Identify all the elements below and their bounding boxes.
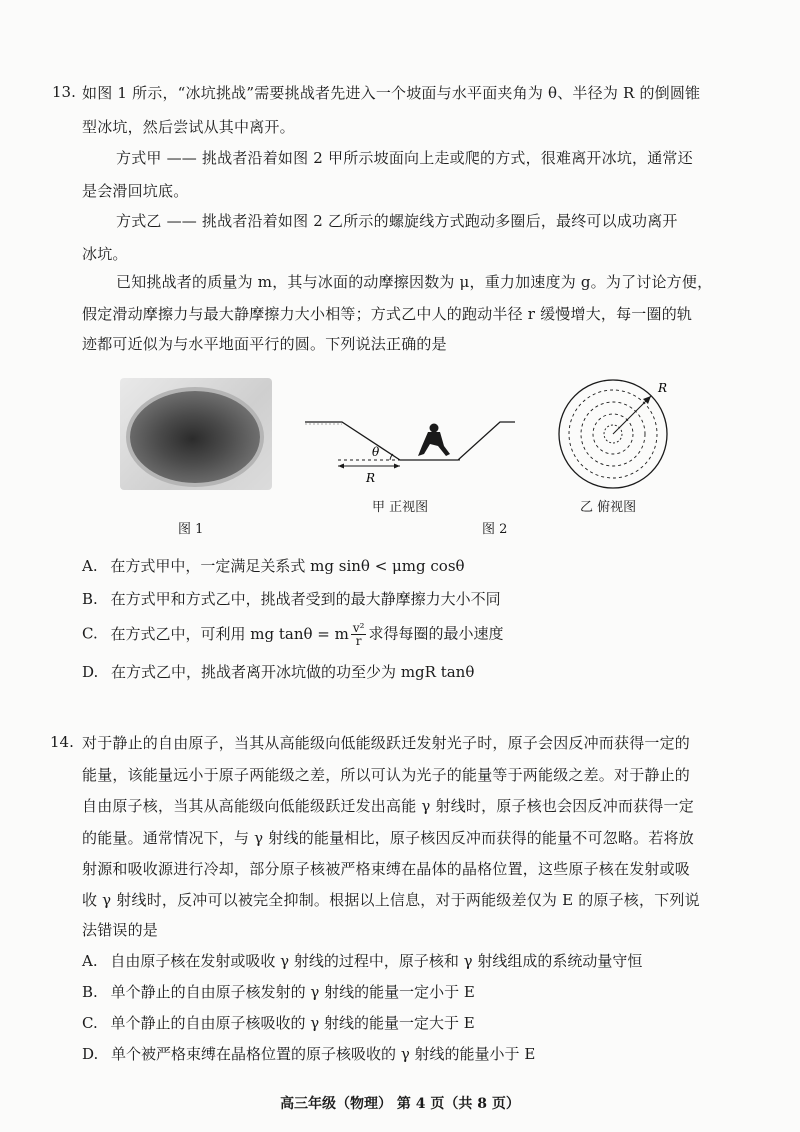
ice-pit-photo bbox=[120, 378, 272, 490]
ice-pit-crater bbox=[130, 391, 260, 483]
option-letter: B. bbox=[82, 590, 98, 608]
option-text-before: 在方式乙中，可利用 mg tanθ = m bbox=[110, 624, 349, 643]
fraction-numerator: v² bbox=[352, 621, 365, 635]
q14-option-b[interactable] bbox=[82, 982, 475, 1002]
option-text: 单个静止的自由原子核发射的 γ 射线的能量一定小于 E bbox=[110, 983, 475, 1001]
question-13-number: 13. bbox=[52, 83, 76, 101]
q13-option-b[interactable] bbox=[82, 589, 501, 609]
q13-stem-line-5: 方式乙 —— 挑战者沿着如图 2 乙所示的螺旋线方式跑动多圈后，最终可以成功离开 bbox=[116, 212, 678, 230]
option-text-after: 求得每圈的最小速度 bbox=[368, 624, 504, 643]
q13-stem-line-3: 方式甲 —— 挑战者沿着如图 2 甲所示坡面向上走或爬的方式，很难离开冰坑，通常还 bbox=[116, 149, 693, 167]
option-text: 在方式甲中，一定满足关系式 mg sinθ < μmg cosθ bbox=[110, 557, 465, 575]
radius-arrow-head-left bbox=[338, 464, 344, 469]
front-view-r-label: R bbox=[366, 471, 376, 485]
q14-option-c[interactable] bbox=[82, 1013, 475, 1033]
option-text: 自由原子核在发射或吸收 γ 射线的过程中，原子核和 γ 射线组成的系统动量守恒 bbox=[110, 952, 643, 970]
q13-stem-line-2: 型冰坑，然后尝试从其中离开。 bbox=[82, 118, 295, 136]
front-view-label: 甲 正视图 bbox=[372, 500, 429, 515]
climber-figure bbox=[418, 424, 450, 457]
q14-stem-line-4: 的能量。通常情况下，与 γ 射线的能量相比，原子核因反冲而获得的能量不可忽略。若将放 bbox=[82, 829, 694, 847]
q13-option-a[interactable] bbox=[82, 556, 465, 576]
q13-stem-line-1: 如图 1 所示，“冰坑挑战”需要挑战者先进入一个坡面与水平面夹角为 θ、半径为 R 的倒圆锥 bbox=[82, 84, 701, 102]
q14-option-d[interactable] bbox=[82, 1044, 535, 1064]
top-view-label: 乙 俯视图 bbox=[580, 500, 637, 515]
figure-2-caption: 图 2 bbox=[482, 522, 508, 537]
q14-stem-line-3: 自由原子核，当其从高能级向低能级跃迁发出高能 γ 射线时，原子核也会因反冲而获得一定 bbox=[82, 797, 694, 815]
q14-stem-line-7: 法错误的是 bbox=[82, 921, 159, 939]
question-14-number: 14. bbox=[50, 733, 74, 751]
option-text: 单个被严格束缚在晶格位置的原子核吸收的 γ 射线的能量小于 E bbox=[111, 1045, 536, 1063]
q14-stem-line-5: 射源和吸收源进行冷却，部分原子核被严格束缚在晶体的晶格位置，这些原子核在发射或吸 bbox=[82, 860, 691, 878]
option-letter: A. bbox=[82, 952, 98, 970]
option-text: 在方式甲和方式乙中，挑战者受到的最大静摩擦力大小不同 bbox=[110, 590, 501, 608]
q13-option-c[interactable] bbox=[82, 622, 503, 647]
q14-stem-line-1: 对于静止的自由原子，当其从高能级向低能级跃迁发射光子时，原子会因反冲而获得一定的 bbox=[82, 734, 691, 752]
pit-cross-section bbox=[305, 422, 515, 460]
option-text: 在方式乙中，挑战者离开冰坑做的功至少为 mgR tanθ bbox=[111, 663, 475, 681]
q13-stem-line-7: 已知挑战者的质量为 m，其与冰面的动摩擦因数为 μ，重力加速度为 g。为了讨论方便， bbox=[116, 273, 713, 291]
figure-1-caption: 图 1 bbox=[178, 522, 204, 537]
top-view-diagram bbox=[540, 378, 690, 490]
option-letter: C. bbox=[82, 1014, 98, 1032]
q14-stem-line-2: 能量，该能量远小于原子两能级之差，所以可认为光子的能量等于两能级之差。对于静止的 bbox=[82, 766, 691, 784]
theta-label: θ bbox=[372, 445, 380, 459]
q13-option-d[interactable] bbox=[82, 662, 474, 682]
option-letter: D. bbox=[82, 1045, 99, 1063]
top-view-r-label: R bbox=[658, 381, 668, 395]
option-text: 单个静止的自由原子核吸收的 γ 射线的能量一定大于 E bbox=[110, 1014, 475, 1032]
page-footer: 高三年级（物理） 第 4 页（共 8 页） bbox=[280, 1096, 520, 1112]
q13-stem-line-6: 冰坑。 bbox=[82, 245, 128, 263]
radius-line bbox=[613, 396, 651, 434]
option-letter: A. bbox=[82, 557, 98, 575]
option-letter: D. bbox=[82, 663, 99, 681]
option-letter: C. bbox=[82, 624, 98, 643]
option-letter: B. bbox=[82, 983, 98, 1001]
q13-stem-line-4: 是会滑回坑底。 bbox=[82, 182, 189, 200]
fraction-denominator: r bbox=[355, 634, 362, 648]
front-view-diagram bbox=[300, 408, 520, 488]
radius-arrow-head-right bbox=[394, 464, 400, 469]
velocity-fraction bbox=[351, 622, 367, 647]
q14-option-a[interactable] bbox=[82, 951, 642, 971]
q13-stem-line-9: 迹都可近似为与水平地面平行的圆。下列说法正确的是 bbox=[82, 335, 447, 353]
q14-stem-line-6: 收 γ 射线时，反冲可以被完全抑制。根据以上信息，对于两能级差仅为 E 的原子核，下列说 bbox=[82, 891, 700, 909]
q13-stem-line-8: 假定滑动摩擦力与最大静摩擦力大小相等；方式乙中人的跑动半径 r 缓慢增大，每一圈的轨 bbox=[82, 305, 693, 323]
